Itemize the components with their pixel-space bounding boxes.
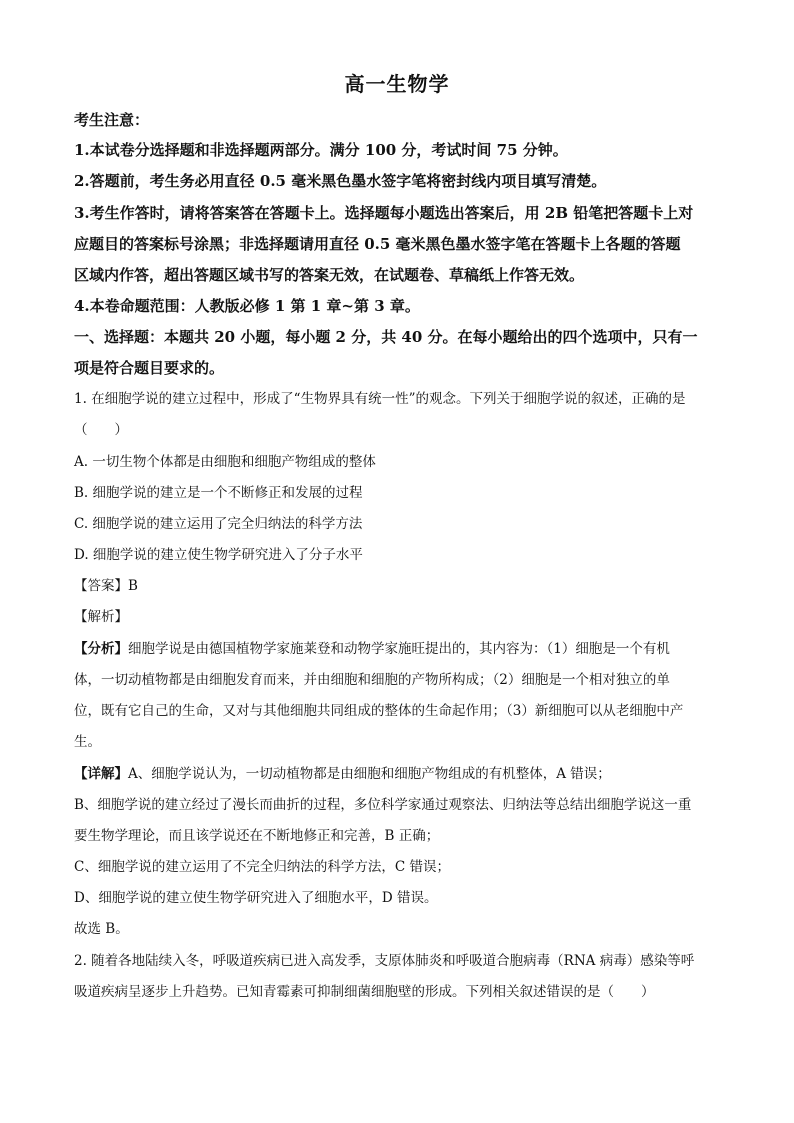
q1-option-d: D. 细胞学说的建立使生物学研究进入了分子水平 <box>74 547 363 563</box>
q1-xiangjie-line-1 <box>74 763 734 785</box>
notice-4: 4.本卷命题范围：人教版必修 1 第 1 章~第 3 章。 <box>74 297 420 315</box>
q1-fenxi-line-4: 生。 <box>74 734 101 750</box>
xiangjie-tag: 【详解】 <box>74 766 128 782</box>
notice-1: 1.本试卷分选择题和非选择题两部分。满分 100 分，考试时间 75 分钟。 <box>74 141 568 159</box>
answer-value: B <box>128 578 138 594</box>
notice-3-line-3: 区域内作答，超出答题区域书写的答案无效，在试题卷、草稿纸上作答无效。 <box>74 266 585 284</box>
q1-fenxi-line-3: 位，既有它自己的生命，又对与其他细胞共同组成的整体的生命起作用；（3）新细胞可以从老细胞中产 <box>74 703 684 719</box>
q1-fenxi-line-2: 体，一切动植物都是由细胞发育而来，并由细胞和细胞的产物所构成；（2）细胞是一个相对独立的单 <box>74 672 670 688</box>
notice-3-line-2: 应题目的答案标号涂黑；非选择题请用直径 0.5 毫米黑色墨水签字笔在答题卡上各题的答题 <box>74 235 681 253</box>
section-heading-line-2: 项是符合题目要求的。 <box>74 359 225 377</box>
q1-answer <box>74 575 734 597</box>
q1-xiangjie-line-4: C、细胞学说的建立运用了不完全归纳法的科学方法，C 错误； <box>74 859 450 875</box>
q1-analysis-tag: 【解析】 <box>74 609 128 625</box>
q1-xiangjie-line-2: B、细胞学说的建立经过了漫长而曲折的过程，多位科学家通过观察法、归纳法等总结出细胞学说这一重 <box>74 797 692 813</box>
q1-stem-line-1: 1. 在细胞学说的建立过程中，形成了“生物界具有统一性”的观念。下列关于细胞学说的叙述，正确的是 <box>74 391 686 407</box>
notice-heading: 考生注意： <box>74 111 150 129</box>
q1-fenxi-line-1 <box>74 638 734 660</box>
notice-2: 2.答题前，考生务必用直径 0.5 毫米黑色墨水签字笔将密封线内项目填写清楚。 <box>74 172 607 190</box>
notice-3-line-1: 3.考生作答时，请将答案答在答题卡上。选择题每小题选出答案后，用 2B 铅笔把答题卡上对 <box>74 204 694 222</box>
q2-stem-line-2: 吸道疾病呈逐步上升趋势。已知青霉素可抑制细菌细胞壁的形成。下列相关叙述错误的是（ ） <box>74 984 655 1000</box>
section-heading-line-1: 一、选择题：本题共 20 小题，每小题 2 分，共 40 分。在每小题给出的四个选项中，只有一 <box>74 328 698 346</box>
q2-stem-line-1: 2. 随着各地陆续入冬，呼吸道疾病已进入高发季，支原体肺炎和呼吸道合胞病毒（RNA 病毒）感染等呼 <box>74 953 695 969</box>
q1-xiangjie-line-5: D、细胞学说的建立使生物学研究进入了细胞水平，D 错误。 <box>74 890 438 906</box>
fenxi-tag: 【分析】 <box>74 641 128 657</box>
exam-title: 高一生物学 <box>344 72 450 96</box>
fenxi-text: 细胞学说是由德国植物学家施莱登和动物学家施旺提出的，其内容为：（1）细胞是一个有机 <box>128 641 670 657</box>
answer-tag: 【答案】 <box>74 578 128 594</box>
xiangjie-text: A、细胞学说认为，一切动植物都是由细胞和细胞产物组成的有机整体，A 错误； <box>128 766 611 782</box>
q1-option-a: A. 一切生物个体都是由细胞和细胞产物组成的整体 <box>74 454 376 470</box>
q1-stem-line-2: （ ） <box>74 422 128 438</box>
q1-conclusion: 故选 B。 <box>74 921 129 937</box>
q1-xiangjie-line-3: 要生物学理论，而且该学说还在不断地修正和完善，B 正确； <box>74 828 440 844</box>
q1-option-c: C. 细胞学说的建立运用了完全归纳法的科学方法 <box>74 516 363 532</box>
q1-option-b: B. 细胞学说的建立是一个不断修正和发展的过程 <box>74 485 363 501</box>
